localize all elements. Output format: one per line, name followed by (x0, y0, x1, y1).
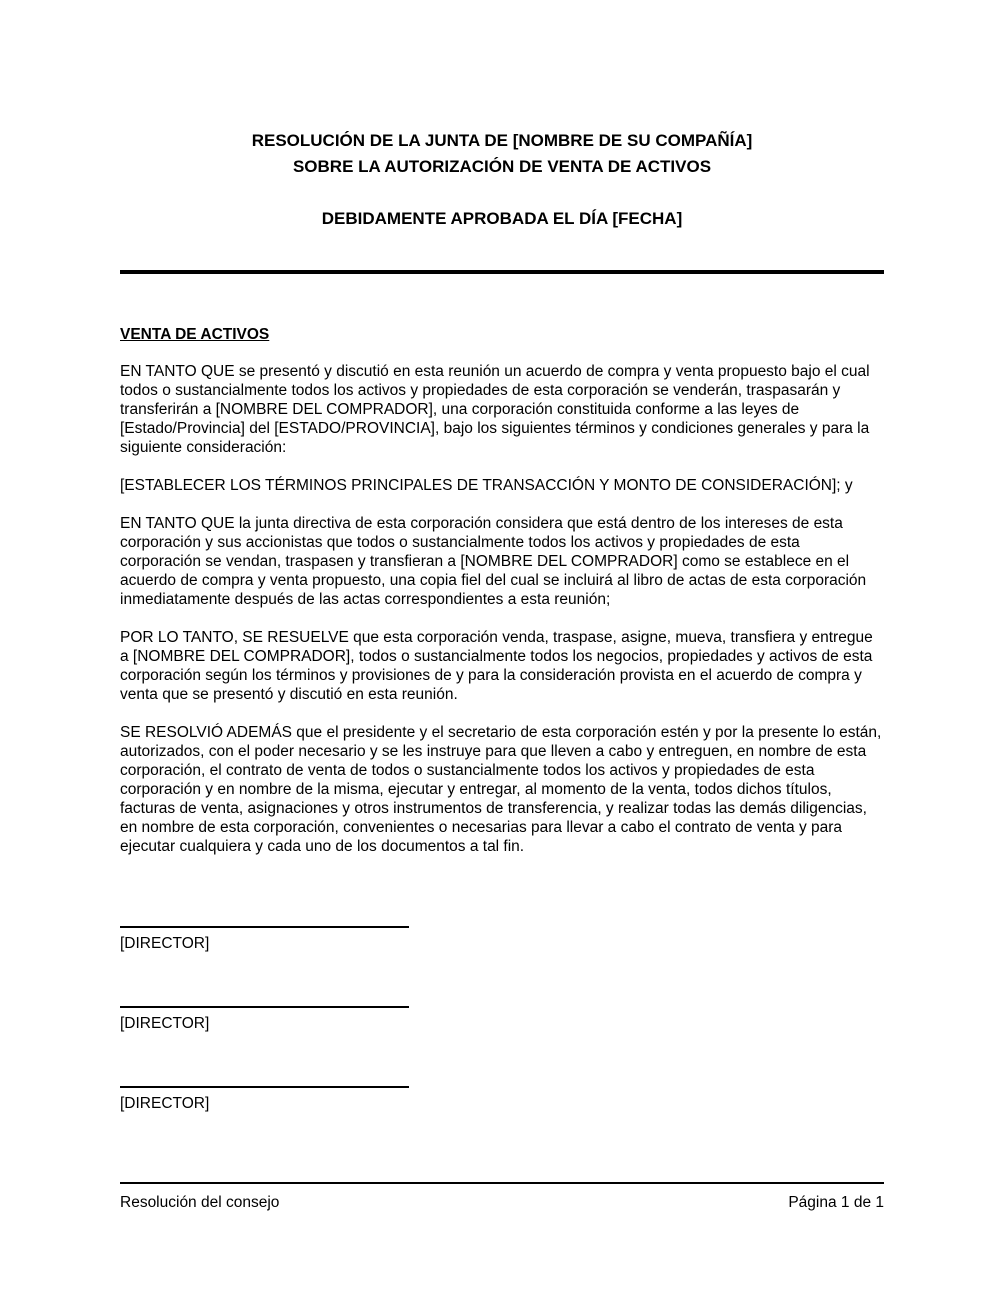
signature-line (120, 926, 409, 928)
section-heading: VENTA DE ACTIVOS (120, 326, 270, 343)
paragraph-whereas-2: EN TANTO QUE la junta directiva de esta corporación considera que está dentro de los intereses de esta corporación y sus accionistas que todos o sustancialmente todos los activos y propiedades de esta corporación se vendan, traspasen y transfieran a [NOMBRE DEL COMPRADOR] como se establece en el acuerdo de compra y venta propuesto, una copia fiel del cual se incluirá al libro de actas de esta corporación inmediatamente después de las actas correspondientes a esta reunión; (120, 515, 867, 608)
paragraph-further-resolved: SE RESOLVIÓ ADEMÁS que el presidente y el secretario de esta corporación estén y por la presente lo están, autorizados, con el poder necesario y se les instruye para que lleven a cabo y entreguen, en nombre de esta corporación, el contrato de venta de todos o sustancialmente todos los activos y propiedades de esta corporación y en nombre de la misma, ejecutar y entregar, al momento de la venta, todos dichos títulos, facturas de venta, asignaciones y otros instrumentos de transferencia, y realizar todas las demás diligencias, en nombre de esta corporación, convenientes o necesarias para llevar a cabo el contrato de venta y para ejecutar cualquiera y cada uno de los documentos a tal fin. (120, 724, 882, 855)
footer-page-number: Página 1 de 1 (788, 1194, 884, 1211)
signature-block (120, 1006, 884, 1033)
document-title-line1: RESOLUCIÓN DE LA JUNTA DE [NOMBRE DE SU COMPAÑÍA] (251, 131, 753, 150)
paragraph-resolved: POR LO TANTO, SE RESUELVE que esta corporación venda, traspase, asigne, mueva, transfiera y entregue a [NOMBRE DEL COMPRADOR], todos o sustancialmente todos los negocios, propiedades y activos de esta corporación según los términos y provisiones de y para la consideración provista en el acuerdo de compra y venta que se presentó y discutió en esta reunión. (120, 629, 873, 703)
signature-section (120, 926, 884, 1113)
document-title (120, 128, 884, 180)
paragraph-terms: [ESTABLECER LOS TÉRMINOS PRINCIPALES DE TRANSACCIÓN Y MONTO DE CONSIDERACIÓN]; y (120, 477, 853, 494)
signature-line (120, 1006, 409, 1008)
paragraph-whereas-1: EN TANTO QUE se presentó y discutió en esta reunión un acuerdo de compra y venta propuesto bajo el cual todos o sustancialmente todos los activos y propiedades de esta corporación se venderán, traspasarán y transferirán a [NOMBRE DEL COMPRADOR], una corporación constituida conforme a las leyes de [Estado/Provincia] del [ESTADO/PROVINCIA], bajo los siguientes términos y condiciones generales y para la siguiente consideración: (120, 363, 870, 456)
document-title-line2: SOBRE LA AUTORIZACIÓN DE VENTA DE ACTIVOS (292, 157, 712, 176)
page-footer (120, 1182, 884, 1212)
footer-divider (120, 1182, 884, 1184)
signature-label: [DIRECTOR] (120, 1015, 210, 1032)
signature-line (120, 1086, 409, 1088)
signature-label: [DIRECTOR] (120, 1095, 210, 1112)
footer-row (120, 1194, 884, 1212)
signature-block (120, 1086, 884, 1113)
document-content (120, 0, 884, 1166)
footer-document-name: Resolución del consejo (120, 1194, 280, 1211)
signature-label: [DIRECTOR] (120, 935, 210, 952)
document-subtitle: DEBIDAMENTE APROBADA EL DÍA [FECHA] (321, 209, 683, 228)
header-divider (120, 270, 884, 274)
signature-block (120, 926, 884, 953)
